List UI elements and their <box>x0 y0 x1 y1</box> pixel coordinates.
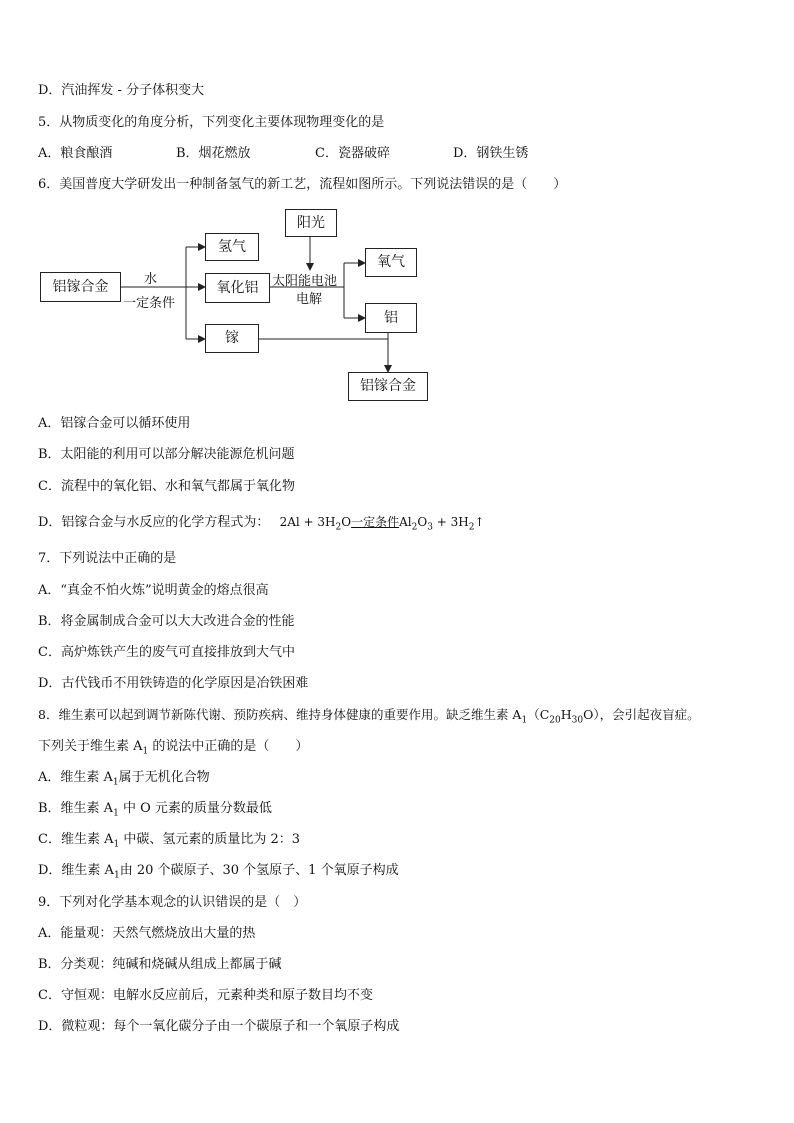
q5-option-d: D．钢铁生锈 <box>453 146 529 161</box>
flow-diagram <box>0 0 794 420</box>
q8-option-b: B．维生素 $A_1$ 中 O 元素的质量分数最低 <box>38 801 272 819</box>
q7-option-b: B．将金属制成合金可以大大改进合金的性能 <box>38 614 295 629</box>
label-water: 水 <box>144 272 158 287</box>
eq-arrow: ↑ <box>474 515 485 529</box>
q8-option-a: A．维生素 $A_1$属于无机化合物 <box>38 770 210 788</box>
q8-stem-line2: 下列关于维生素 $A_1$ 的说法中正确的是（ ） <box>38 739 309 757</box>
q9-option-a: A．能量观：天然气燃烧放出大量的热 <box>38 926 256 941</box>
q8-stem1b: （C <box>527 707 550 722</box>
q9-stem: 9．下列对化学基本观念的认识错误的是（ ） <box>38 895 307 910</box>
q5-stem: 5．从物质变化的角度分析，下列变化主要体现物理变化的是 <box>38 115 385 130</box>
box-alumina: 氧化铝 <box>205 273 270 303</box>
box-product-alloy: 铝镓合金 <box>348 372 428 401</box>
q8-stem1c: H <box>560 707 572 722</box>
q9-option-b: B．分类观：纯碱和烧碱从组成上都属于碱 <box>38 957 282 972</box>
q6-equation: $2Al + 3H_2O$一定条件$Al_2O_3$ + $3H_2↑$ <box>279 515 485 533</box>
label-electrolysis: 电解 <box>296 292 323 307</box>
label-solar-cell: 太阳能电池 <box>272 274 338 289</box>
q9-option-d: D．微粒观：每个一氧化碳分子由一个碳原子和一个氧原子构成 <box>38 1019 400 1034</box>
q8-stem2b: 的说法中正确的是（ ） <box>148 739 309 754</box>
q5-option-a: A．粮食酿酒 <box>38 146 113 161</box>
box-source-alloy: 铝镓合金 <box>40 272 121 302</box>
q5-option-b: B．烟花燃放 <box>176 146 251 161</box>
eq-condition: 一定条件 <box>351 515 400 529</box>
q8-a-post: 属于无机化合物 <box>118 770 210 785</box>
q4-option-d: D．汽油挥发 - 分子体积变大 <box>38 83 205 98</box>
q6-option-b: B．太阳能的利用可以部分解决能源危机问题 <box>38 447 295 462</box>
q7-option-a: A．“真金不怕火炼”说明黄金的熔点很高 <box>38 583 269 598</box>
q5-option-c: C．瓷器破碎 <box>315 146 390 161</box>
q8-d-pre: D．维生素 A <box>38 863 114 878</box>
box-oxygen: 氧气 <box>365 248 417 277</box>
eq-right2: O <box>417 515 428 529</box>
q6-option-c: C．流程中的氧化铝、水和氧气都属于氧化物 <box>38 479 295 494</box>
q7-option-d: D．古代钱币不用铁铸造的化学原因是冶铁困难 <box>38 676 309 691</box>
q8-option-d: D．维生素 $A_1$由 20 个碳原子、30 个氢原子、1 个氧原子构成 <box>38 863 399 881</box>
box-hydrogen: 氢气 <box>205 233 259 261</box>
q7-stem: 7．下列说法中正确的是 <box>38 551 177 566</box>
box-sunlight: 阳光 <box>285 209 337 237</box>
q8-b-post: 中 O 元素的质量分数最低 <box>118 801 272 816</box>
q6-option-d-prefix: D．铝镓合金与水反应的化学方程式为： <box>38 515 270 530</box>
q7-option-c: C．高炉炼铁产生的废气可直接排放到大气中 <box>38 645 295 660</box>
q8-c-pre: C．维生素 A <box>38 832 114 847</box>
q8-stem2a: 下列关于维生素 A <box>38 739 143 754</box>
q8-stem1: 8．维生素可以起到调节新陈代谢、预防疾病、维持身体健康的重要作用。缺乏维生素 A <box>38 707 522 722</box>
q8-c-post: 中碳、氢元素的质量比为 2：3 <box>119 832 301 847</box>
label-condition: 一定条件 <box>123 296 176 311</box>
q6-stem: 6．美国普度大学研发出一种制备氢气的新工艺，流程如图所示。下列说法错误的是（ ） <box>38 177 567 192</box>
eq-left: 2Al + 3H <box>279 515 336 529</box>
q8-b-pre: B．维生素 A <box>38 801 114 816</box>
q8-stem-line1: 8．维生素可以起到调节新陈代谢、预防疾病、维持身体健康的重要作用。缺乏维生素 $A_1(C_{20}H_{30}O)$，会引起夜盲症。 <box>38 707 700 726</box>
q6-option-a: A．铝镓合金可以循环使用 <box>38 416 191 431</box>
eq-right3: + 3H <box>432 515 469 529</box>
flow-arrows <box>0 0 794 420</box>
eq-right: Al <box>399 515 412 529</box>
q9-option-c: C．守恒观：电解水反应前后，元素种类和原子数目均不变 <box>38 988 373 1003</box>
q6-option-d <box>38 513 485 536</box>
q8-d-post: 由 20 个碳原子、30 个氢原子、1 个氧原子构成 <box>119 863 399 878</box>
q8-stem1d: O），会引起夜盲症。 <box>583 707 700 722</box>
q8-a-pre: A．维生素 A <box>38 770 113 785</box>
box-gallium: 镓 <box>205 324 259 353</box>
box-aluminium: 铝 <box>365 303 417 333</box>
q8-option-c: C．维生素 $A_1$ 中碳、氢元素的质量比为 2：3 <box>38 832 301 850</box>
